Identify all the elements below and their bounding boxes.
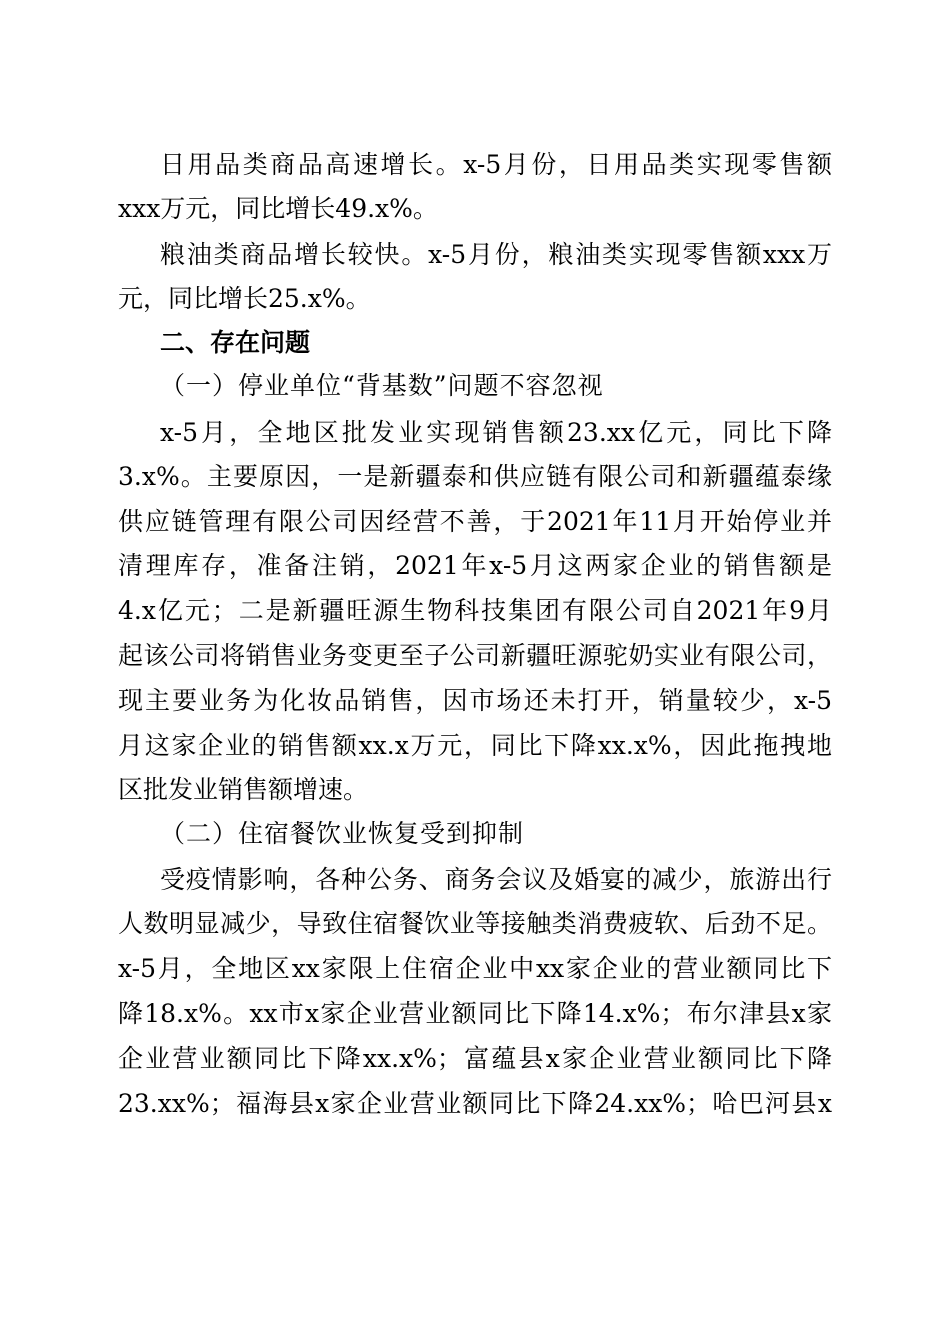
paragraph-wholesale-line-2: 3.x%。主要原因，一是新疆泰和供应链有限公司和新疆蕴泰缘 [118,462,832,491]
paragraph-accommodation-line-3: x-5月，全地区xx家限上住宿企业中xx家企业的营业额同比下 [118,954,832,983]
section-heading-issues: 二、存在问题 [160,328,311,357]
subheading-suspended-units: （一）停业单位“背基数”问题不容忽视 [160,371,604,400]
paragraph-wholesale-line-5: 4.x亿元；二是新疆旺源生物科技集团有限公司自2021年9月 [118,596,832,625]
paragraph-accommodation-line-4: 降18.x%。xx市x家企业营业额同比下降14.x%；布尔津县x家 [118,999,832,1028]
paragraph-daily-goods-line-2: xxx万元，同比增长49.x%。 [118,194,438,223]
paragraph-wholesale-line-1: x-5月，全地区批发业实现销售额23.xx亿元，同比下降 [160,418,832,447]
paragraph-daily-goods-line-1: 日用品类商品高速增长。x-5月份，日用品类实现零售额 [160,150,832,179]
paragraph-accommodation-line-6: 23.xx%；福海县x家企业营业额同比下降24.xx%；哈巴河县x [118,1089,832,1118]
subheading-accommodation-catering: （二）住宿餐饮业恢复受到抑制 [160,819,525,848]
paragraph-grain-oil-line-2: 元，同比增长25.x%。 [118,284,371,313]
paragraph-wholesale-line-9: 区批发业销售额增速。 [118,775,369,804]
paragraph-wholesale-line-6: 起该公司将销售业务变更至子公司新疆旺源驼奶实业有限公司， [118,641,832,670]
paragraph-wholesale-line-8: 月这家企业的销售额xx.x万元，同比下降xx.x%，因此拖拽地 [118,731,832,760]
paragraph-wholesale-line-3: 供应链管理有限公司因经营不善，于2021年11月开始停业并 [118,507,832,536]
paragraph-wholesale-line-7: 现主要业务为化妆品销售，因市场还未打开，销量较少，x-5 [118,686,832,715]
paragraph-accommodation-line-5: 企业营业额同比下降xx.x%；富蕴县x家企业营业额同比下降 [118,1044,832,1073]
paragraph-accommodation-line-2: 人数明显减少，导致住宿餐饮业等接触类消费疲软、后劲不足。 [118,909,832,938]
paragraph-accommodation-line-1: 受疫情影响，各种公务、商务会议及婚宴的减少，旅游出行 [160,865,832,894]
paragraph-grain-oil-line-1: 粮油类商品增长较快。x-5月份，粮油类实现零售额xxx万 [160,240,832,269]
paragraph-wholesale-line-4: 清理库存，准备注销，2021年x-5月这两家企业的销售额是 [118,551,832,580]
